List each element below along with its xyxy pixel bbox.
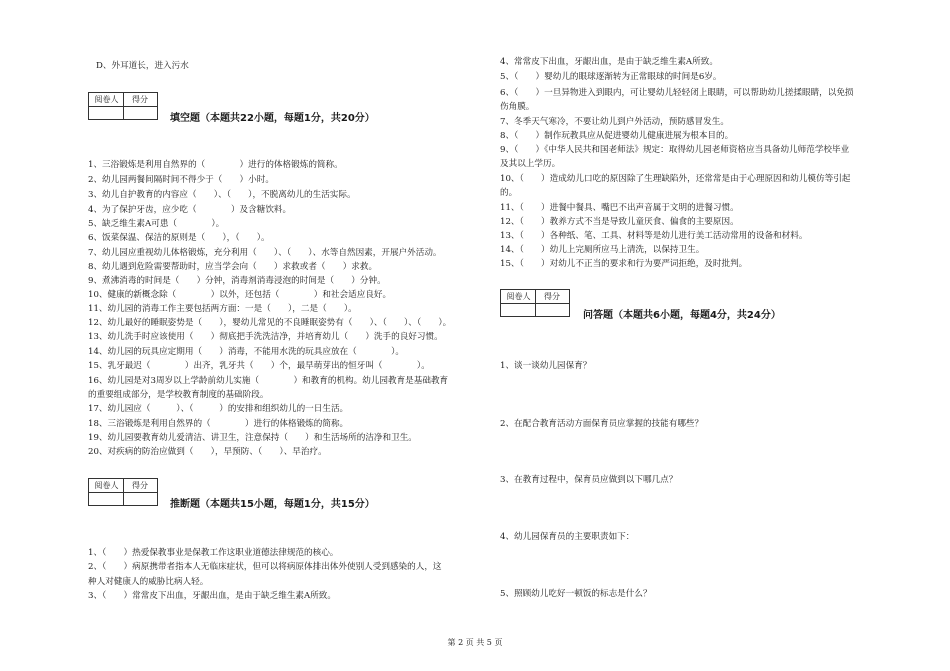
qa-item: 1、谈一谈幼儿园保育？ (500, 361, 592, 371)
fill-item: 15、乳牙最迟（ ）出齐，乳牙共（ ）个，最早萌芽出的恒牙叫（ ）。 (88, 361, 430, 371)
score-box (88, 92, 158, 120)
judge-item: 9、（ ）《中华人民共和国老师法》规定：取得幼儿园老师资格应当具备幼儿师范学校毕业 (500, 145, 850, 155)
score-label: 得分 (132, 481, 148, 490)
judge-item: 14、（ ）幼儿上完厕所应马上清洗，以保持卫生。 (500, 245, 705, 255)
fill-item: 9、煮沸消毒的时间是（ ）分钟，消毒剂消毒浸泡的时间是（ ）分钟。 (88, 276, 386, 286)
judge-item: 13、（ ）各种纸、笔、工具、材料等是幼儿进行美工活动常用的设备和材料。 (500, 231, 808, 241)
judge-item: 2、（ ）病原携带者指本人无临床症状，但可以将病原体排出体外使别人受到感染的人，这 (88, 562, 442, 572)
section-heading-judge: 推断题（本题共15小题，每题1分，共15分） (170, 499, 375, 510)
judge-item-continued: 伤角膜。 (500, 102, 535, 112)
judge-item-continued: 及其以上学历。 (500, 159, 561, 169)
section-heading-fill: 填空题（本题共22小题，每题1分，共20分） (170, 113, 375, 124)
fill-item: 6、饭菜保温、保洁的原则是（ ），（ ）。 (88, 233, 270, 243)
judge-item: 5、（ ）婴幼儿的眼球逐渐转为正常眼球的时间是6岁。 (500, 72, 722, 82)
option-d-line: D、外耳道长，进入污水 (96, 61, 189, 71)
fill-item: 5、缺乏维生素A可患（ ）。 (88, 219, 225, 229)
fill-item: 3、幼儿自护教育的内容应（ ）、（ ），不脱离幼儿的生活实际。 (88, 190, 356, 200)
score-label: 得分 (132, 95, 148, 104)
judge-item: 10、（ ）造成幼儿口吃的原因除了生理缺陷外，还常常是由于心理原因和幼儿模仿等引起 (500, 174, 851, 184)
fill-item: 17、幼儿园应（ ）、（ ）的安排和组织幼儿的一日生活。 (88, 404, 349, 414)
score-box (500, 289, 570, 317)
fill-item: 13、幼儿洗手时应该使用（ ）彻底把手洗洗洁净，并培育幼儿（ ）洗手的良好习惯。 (88, 332, 443, 342)
grader-label: 阅卷人 (94, 95, 119, 104)
fill-item: 1、三浴锻炼是利用自然界的（ ）进行的体格锻炼的简称。 (88, 160, 343, 170)
fill-item: 10、健康的新概念除（ ）以外，还包括（ ）和社会适应良好。 (88, 290, 392, 300)
judge-item-continued: 种人对健康人的威胁比病人轻。 (88, 577, 209, 587)
grader-label: 阅卷人 (506, 292, 531, 301)
fill-item: 8、幼儿遇到危险需要帮助时，应当学会向（ ）求救或者（ ）求救。 (88, 262, 378, 272)
fill-item: 12、幼儿最好的睡眠姿势是（ ），婴幼儿常见的不良睡眠姿势有（ ）、（ ）、（ ）。 (88, 318, 452, 328)
judge-item-continued: 的。 (500, 188, 518, 198)
fill-item: 20、对疾病的防治应做到（ ），早预防、（ ）、早治疗。 (88, 447, 327, 457)
fill-item: 19、幼儿园要教育幼儿爱清洁、讲卫生，注意保持（ ）和生活场所的洁净和卫生。 (88, 433, 417, 443)
judge-item: 11、（ ）进餐中餐具、嘴巴不出声音属于文明的进餐习惯。 (500, 203, 739, 213)
judge-item: 4、常常皮下出血，牙龈出血，是由于缺乏维生素A所致。 (500, 57, 718, 67)
judge-item: 15、（ ）对幼儿不正当的要求和行为要严词拒绝，及时批判。 (500, 259, 748, 269)
fill-item: 7、幼儿园应重视幼儿体格锻炼，充分利用（ ）、（ ）、水等自然因素，开展户外活动。 (88, 248, 442, 258)
fill-item: 2、幼儿园两餐间隔时间不得少于（ ）小时。 (88, 175, 274, 185)
qa-item: 5、照顾幼儿吃好一顿饭的标志是什么？ (500, 589, 652, 599)
fill-item: 18、三浴锻炼是利用自然界的（ ）进行的体格锻炼的简称。 (88, 419, 349, 429)
score-box (88, 478, 158, 506)
fill-item: 16、幼儿园是对3周岁以上学龄前幼儿实施（ ）和教育的机构。幼儿园教育是基础教育 (88, 376, 449, 386)
grader-label: 阅卷人 (94, 481, 119, 490)
judge-item: 3、（ ）常常皮下出血，牙龈出血，是由于缺乏维生素A所致。 (88, 591, 337, 601)
fill-item: 4、为了保护牙齿，应少吃（ ）及含糖饮料。 (88, 205, 292, 215)
judge-item: 6、（ ）一旦异物进入到眼内，可让婴幼儿轻轻闭上眼睛，可以帮助幼儿搓揉眼睛，以免损 (500, 88, 854, 98)
page-number-footer: 第 2 页 共 5 页 (447, 638, 503, 647)
section-heading-qa: 问答题（本题共6小题，每题4分，共24分） (583, 310, 781, 321)
judge-item: 1、（ ）热爱保教事业是保教工作这职业道德法律规范的核心。 (88, 548, 339, 558)
qa-item: 4、幼儿园保育员的主要职责如下： (500, 532, 635, 542)
fill-item-continued: 的重要组成部分，是学校教育制度的基础阶段。 (88, 390, 269, 400)
score-label: 得分 (544, 292, 560, 301)
fill-item: 14、幼儿园的玩具应定期用（ ）消毒，不能用水洗的玩具应放在（ ）。 (88, 347, 405, 357)
judge-item: 7、冬季天气寒冷，不要让幼儿到户外活动，预防感冒发生。 (500, 117, 729, 127)
qa-item: 3、在教育过程中，保育员应做到以下哪几点？ (500, 475, 678, 485)
judge-item: 8、（ ）制作玩教具应从促进婴幼儿健康进展为根本目的。 (500, 131, 734, 141)
fill-item: 11、幼儿园的消毒工作主要包括两方面：一是（ ），二是（ ）。 (88, 304, 357, 314)
judge-item: 12、（ ）教养方式不当是导致儿童厌食、偏食的主要原因。 (500, 217, 739, 227)
qa-item: 2、在配合教育活动方面保育员应掌握的技能有哪些？ (500, 419, 704, 429)
